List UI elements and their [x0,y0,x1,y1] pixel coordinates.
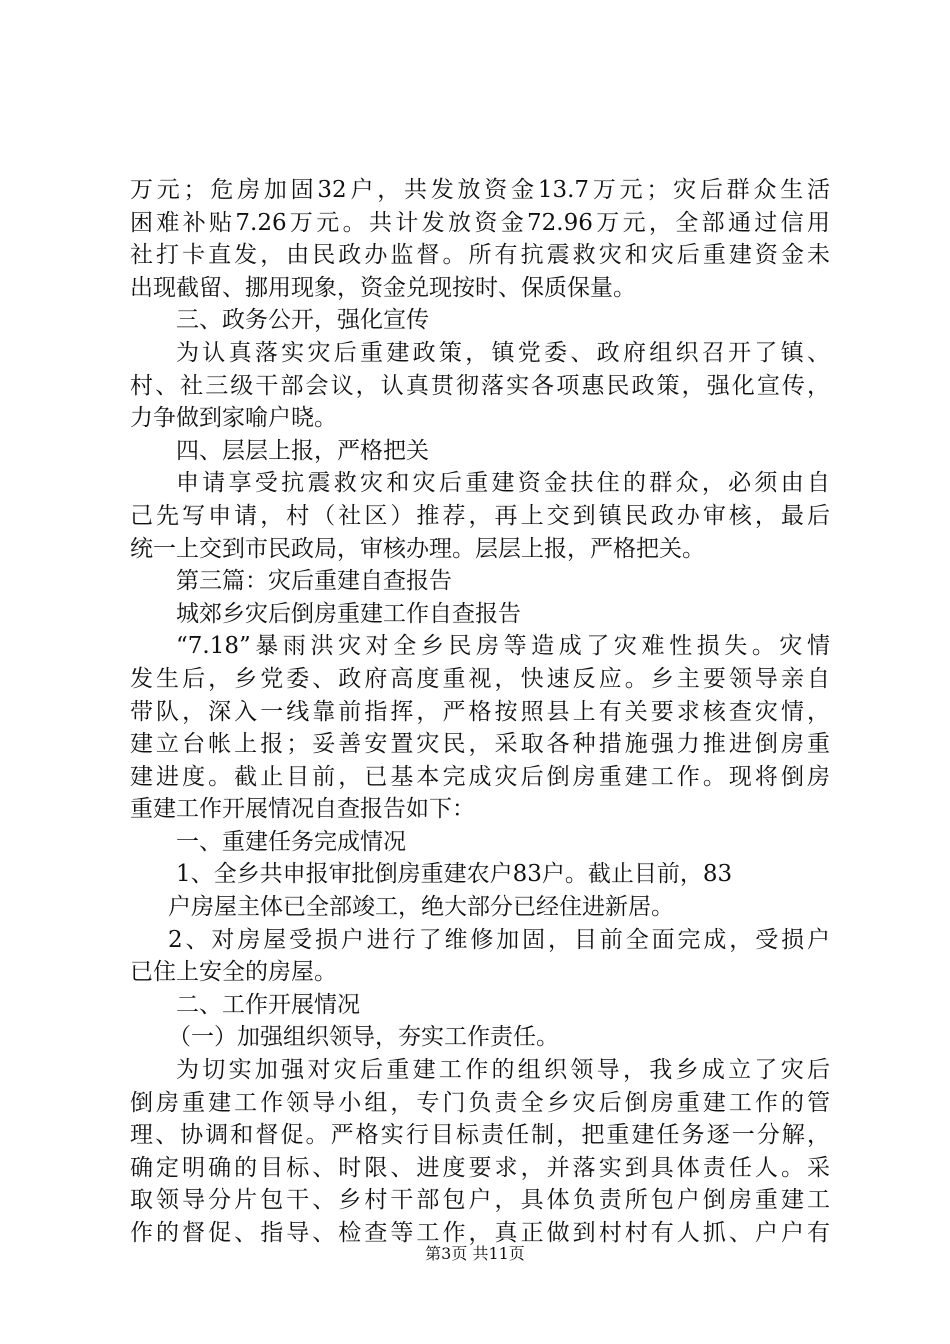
paragraph-line: 取领导分片包干、乡村干部包户，具体负责所包户倒房重建工 [130,1187,830,1214]
section-heading: 四、层层上报，严格把关 [176,437,429,464]
paragraph-line: 为切实加强对灾后重建工作的组织领导，我乡成立了灾后 [176,1057,830,1084]
report-title: 城郊乡灾后倒房重建工作自查报告 [176,600,521,627]
section-heading: 三、政务公开，强化宣传 [176,307,429,334]
paragraph-line: 重建工作开展情况自查报告如下： [130,796,475,823]
paragraph-line: 确定明确的目标、时限、进度要求，并落实到具体责任人。采 [130,1154,830,1181]
document-body [130,174,830,1250]
paragraph-line: 统一上交到市民政局，审核办理。层层上报，严格把关。 [130,535,705,562]
paragraph-line: 困难补贴7.26万元。共计发放资金72.96万元，全部通过信用 [130,209,830,236]
paragraph-line: 村、社三级干部会议，认真贯彻落实各项惠民政策，强化宣传， [130,372,830,399]
paragraph-line: 作的督促、指导、检查等工作，真正做到村村有人抓、户户有 [130,1220,830,1246]
paragraph-line: 户房屋主体已全部竣工，绝大部分已经住进新居。 [168,894,674,921]
paragraph-line: 社打卡直发，由民政办监督。所有抗震救灾和灾后重建资金未 [130,242,830,269]
paragraph-line: 为认真落实灾后重建政策，镇党委、政府组织召开了镇、 [176,339,830,366]
section-heading: 二、工作开展情况 [176,991,360,1018]
paragraph-line: 2、对房屋受损户进行了维修加固，目前全面完成，受损户 [168,926,830,953]
paragraph-line: 建立台帐上报；妥善安置灾民，采取各种措施强力推进倒房重 [130,731,830,758]
paragraph-line: “7.18”暴雨洪灾对全乡民房等造成了灾难性损失。灾情 [176,633,830,660]
paragraph-line: 倒房重建工作领导小组，专门负责全乡灾后倒房重建工作的管 [130,1089,830,1116]
paragraph-line: 万元；危房加固32户，共发放资金13.7万元；灾后群众生活 [130,177,830,203]
paragraph-line: 带队，深入一线靠前指挥，严格按照县上有关要求核查灾情， [130,698,830,725]
paragraph-line: 发生后，乡党委、政府高度重视，快速反应。乡主要领导亲自 [130,665,830,692]
page-number-footer: 第3页 共11页 [425,1244,525,1263]
paragraph-line: 1、全乡共申报审批倒房重建农户83户。截止目前，83 [176,861,733,888]
section-heading: 一、重建任务完成情况 [176,828,406,855]
paragraph-line: 已住上安全的房屋。 [130,959,337,986]
chapter-heading: 第三篇：灾后重建自查报告 [176,568,452,595]
subsection-heading: （一）加强组织领导，夯实工作责任。 [168,1024,559,1051]
paragraph-line: 申请享受抗震救灾和灾后重建资金扶住的群众，必须由自 [176,470,830,497]
paragraph-line: 己先写申请，村（社区）推荐，再上交到镇民政办审核，最后 [130,502,830,529]
paragraph-line: 建进度。截止目前，已基本完成灾后倒房重建工作。现将倒房 [130,763,830,790]
paragraph-line: 力争做到家喻户晓。 [130,405,337,432]
paragraph-line: 理、协调和督促。严格实行目标责任制，把重建任务逐一分解， [130,1122,830,1149]
paragraph-line: 出现截留、挪用现象，资金兑现按时、保质保量。 [130,274,636,301]
